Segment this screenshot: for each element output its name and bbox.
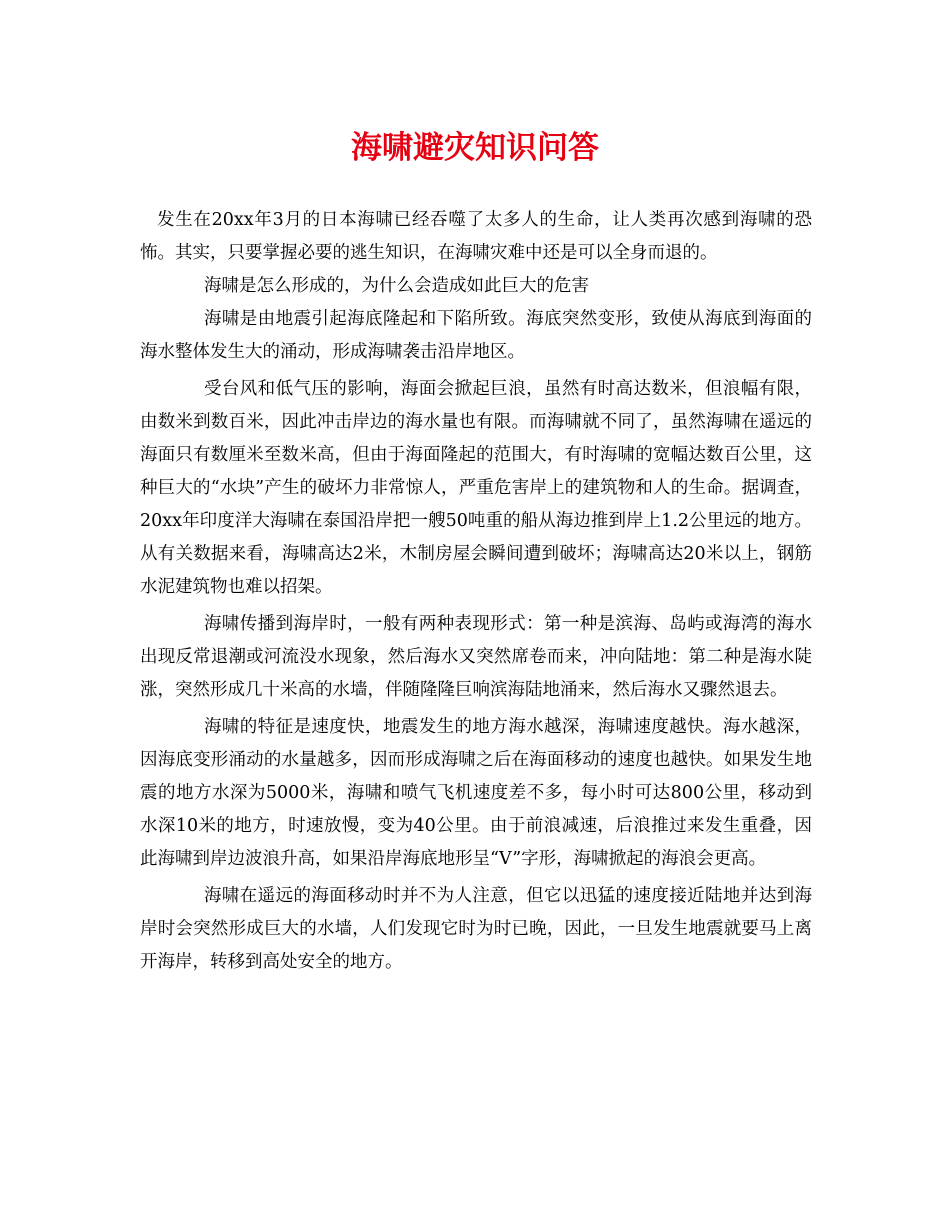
paragraph-intro: 发生在20xx年3月的日本海啸已经吞噬了太多人的生命，让人类再次感到海啸的恐怖。其实，只要掌握必要的逃生知识，在海啸灾难中还是可以全身而退的。 — [140, 210, 812, 263]
paragraph-question: 海啸是怎么形成的，为什么会造成如此巨大的危害 — [204, 276, 589, 296]
paragraph-forms: 海啸传播到海岸时，一般有两种表现形式：第一种是滨海、岛屿或海湾的海水出现反常退潮或河流没水现象，然后海水又突然席卷而来，冲向陆地：第二种是海水陡涨，突然形成几十米高的水墙，伴随隆隆巨响滨海陆地涌来，然后海水又骤然退去。 — [140, 614, 812, 700]
document-title: 海啸避灾知识问答 — [351, 130, 599, 166]
paragraph-speed: 海啸的特征是速度快，地震发生的地方海水越深，海啸速度越快。海水越深，因海底变形涌动的水量越多，因而形成海啸之后在海面移动的速度也越快。如果发生地震的地方水深为5000米，海啸和喷气飞机速度差不多，每小时可达800公里，移动到水深10米的地方，时速放慢，变为40公里。由于前浪减速，后浪推过来发生重叠，因此海啸到岸边波浪升高，如果沿岸海底地形呈“V”字形，海啸掀起的海浪会更高。 — [140, 717, 812, 869]
document-body — [140, 204, 812, 979]
paragraph-advice: 海啸在遥远的海面移动时并不为人注意，但它以迅猛的速度接近陆地并达到海岸时会突然形成巨大的水墙，人们发现它时为时已晚，因此，一旦发生地震就要马上离开海岸，转移到高处安全的地方。 — [140, 886, 812, 972]
paragraph-destruction: 受台风和低气压的影响，海面会掀起巨浪，虽然有时高达数米，但浪幅有限，由数米到数百米，因此冲击岸边的海水量也有限。而海啸就不同了，虽然海啸在遥远的海面只有数厘米至数米高，但由于海面隆起的范围大，有时海啸的宽幅达数百公里，这种巨大的“水块”产生的破坏力非常惊人，严重危害岸上的建筑物和人的生命。据调查，20xx年印度洋大海啸在泰国沿岸把一艘50吨重的船从海边推到岸上1.2公里远的地方。从有关数据来看，海啸高达2米，木制房屋会瞬间遭到破坏；海啸高达20米以上，钢筋水泥建筑物也难以招架。 — [140, 379, 812, 597]
paragraph-formation: 海啸是由地震引起海底隆起和下陷所致。海底突然变形，致使从海底到海面的海水整体发生大的涌动，形成海啸袭击沿岸地区。 — [140, 309, 812, 362]
